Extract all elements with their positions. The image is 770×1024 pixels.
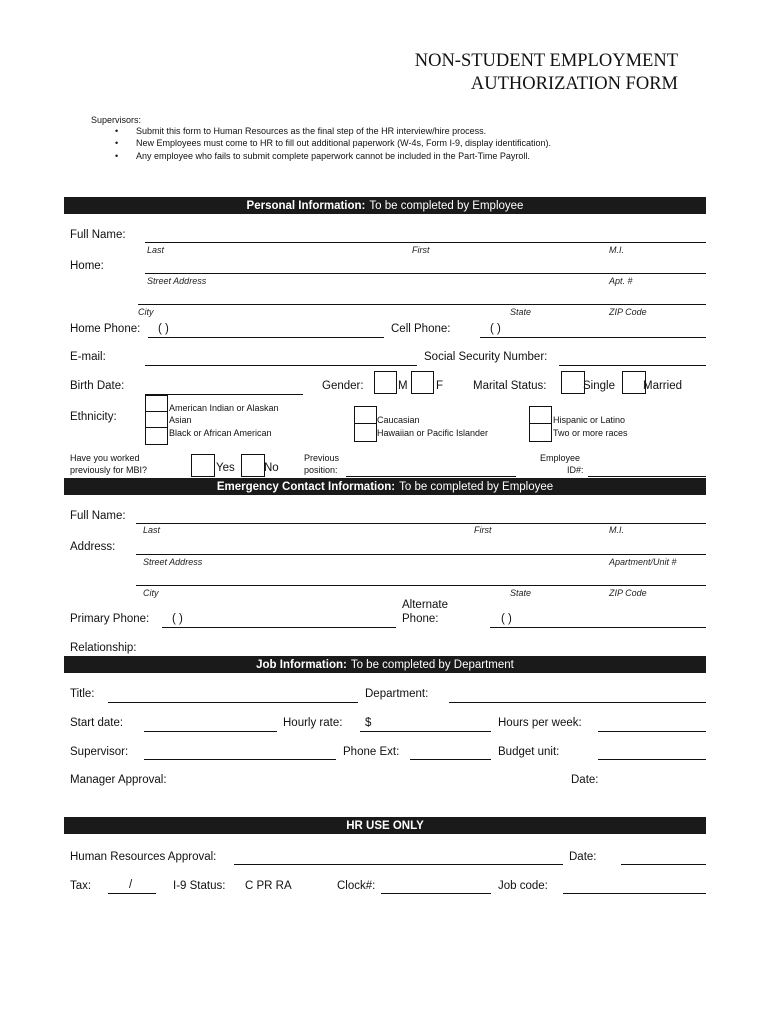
ec-street-address-field[interactable] bbox=[136, 554, 706, 555]
employee-id-field[interactable] bbox=[588, 476, 706, 477]
section-title: HR USE ONLY bbox=[346, 819, 424, 832]
email-label: E-mail: bbox=[70, 351, 106, 363]
gender-f-label: F bbox=[436, 380, 444, 392]
ethnicity-two-or-more-label: Two or more races bbox=[553, 428, 628, 438]
hours-per-week-field[interactable] bbox=[598, 731, 706, 732]
bullet-icon: • bbox=[115, 138, 119, 148]
ec-alternate-phone-paren: ( ) bbox=[501, 613, 512, 625]
gender-label: Gender: bbox=[322, 380, 364, 392]
home-label: Home: bbox=[70, 260, 104, 272]
previous-position-label-2: position: bbox=[304, 465, 338, 475]
hr-approval-label: Human Resources Approval: bbox=[70, 851, 217, 863]
employee-id-label-1: Employee bbox=[540, 453, 581, 463]
clock-number-label: Clock#: bbox=[337, 880, 376, 892]
ssn-label: Social Security Number: bbox=[424, 351, 548, 363]
ec-full-name-field[interactable] bbox=[136, 523, 706, 524]
ec-full-name-label: Full Name: bbox=[70, 510, 126, 522]
i9-status-label: I-9 Status: bbox=[173, 880, 226, 892]
hr-approval-field[interactable] bbox=[234, 864, 563, 865]
emergency-contact-header bbox=[64, 478, 706, 495]
ethnicity-caucasian-label: Caucasian bbox=[377, 415, 420, 425]
i9-status-options: C PR RA bbox=[245, 880, 292, 892]
personal-info-header bbox=[64, 197, 706, 214]
full-name-field[interactable] bbox=[145, 242, 706, 243]
start-date-label: Start date: bbox=[70, 717, 124, 729]
ec-primary-phone-label: Primary Phone: bbox=[70, 613, 150, 625]
tax-field[interactable] bbox=[108, 893, 156, 894]
job-info-header bbox=[64, 656, 706, 673]
section-note: To be completed by Employee bbox=[399, 480, 554, 493]
ec-alternate-phone-label-1: Alternate bbox=[402, 599, 449, 611]
ec-alternate-phone-field[interactable] bbox=[490, 627, 706, 628]
previous-position-field[interactable] bbox=[346, 476, 516, 477]
hourly-rate-label: Hourly rate: bbox=[283, 717, 343, 729]
ec-street-caption: Street Address bbox=[143, 557, 203, 567]
email-field[interactable] bbox=[145, 365, 417, 366]
worked-yes-label: Yes bbox=[216, 462, 235, 474]
section-note: To be completed by Department bbox=[350, 658, 514, 671]
manager-date-label: Date: bbox=[571, 774, 599, 786]
ec-relationship-label: Relationship: bbox=[70, 642, 137, 654]
start-date-field[interactable] bbox=[144, 731, 277, 732]
zip-caption: ZIP Code bbox=[609, 307, 647, 317]
department-label: Department: bbox=[365, 688, 429, 700]
hours-per-week-label: Hours per week: bbox=[498, 717, 582, 729]
cell-phone-paren: ( ) bbox=[490, 323, 501, 335]
instruction-3: Any employee who fails to submit complete paperwork cannot be included in the Part-Time Payroll. bbox=[136, 151, 530, 161]
street-address-field[interactable] bbox=[145, 273, 706, 274]
hr-date-field[interactable] bbox=[621, 864, 706, 865]
ec-address-label: Address: bbox=[70, 541, 116, 553]
ec-state-caption: State bbox=[510, 588, 532, 598]
supervisor-field[interactable] bbox=[144, 759, 336, 760]
home-phone-label: Home Phone: bbox=[70, 323, 141, 335]
single-label: Single bbox=[583, 380, 615, 392]
phone-ext-label: Phone Ext: bbox=[343, 746, 400, 758]
ec-city-caption: City bbox=[143, 588, 159, 598]
city-state-zip-field[interactable] bbox=[138, 304, 706, 305]
cell-phone-field[interactable] bbox=[480, 337, 706, 338]
previous-position-label-1: Previous bbox=[304, 453, 340, 463]
section-note: To be completed by Employee bbox=[369, 199, 524, 212]
worked-no-checkbox[interactable] bbox=[241, 454, 265, 477]
ec-alternate-phone-label-2: Phone: bbox=[402, 613, 439, 625]
worked-previously-label-1: Have you worked bbox=[70, 453, 140, 463]
gender-m-label: M bbox=[398, 380, 408, 392]
ethnicity-asian-label: Asian bbox=[169, 415, 192, 425]
clock-number-field[interactable] bbox=[381, 893, 491, 894]
bullet-icon: • bbox=[115, 126, 119, 136]
form-title-line1: NON-STUDENT EMPLOYMENT bbox=[414, 51, 678, 71]
manager-approval-label: Manager Approval: bbox=[70, 774, 167, 786]
single-checkbox[interactable] bbox=[561, 371, 585, 394]
last-caption: Last bbox=[147, 245, 165, 255]
supervisor-label: Supervisor: bbox=[70, 746, 129, 758]
street-caption: Street Address bbox=[147, 276, 207, 286]
marital-status-label: Marital Status: bbox=[473, 380, 547, 392]
first-caption: First bbox=[412, 245, 430, 255]
bullet-icon: • bbox=[115, 151, 119, 161]
dollar-sign: $ bbox=[365, 717, 372, 729]
ec-primary-phone-field[interactable] bbox=[162, 627, 396, 628]
worked-no-label: No bbox=[264, 462, 279, 474]
hr-use-only-header bbox=[64, 817, 706, 834]
birth-date-label: Birth Date: bbox=[70, 380, 125, 392]
city-caption: City bbox=[138, 307, 154, 317]
form-title-line2: AUTHORIZATION FORM bbox=[470, 74, 678, 94]
worked-yes-checkbox[interactable] bbox=[191, 454, 215, 477]
hr-date-label: Date: bbox=[569, 851, 597, 863]
budget-unit-label: Budget unit: bbox=[498, 746, 560, 758]
section-title: Personal Information: bbox=[246, 199, 366, 212]
section-title: Emergency Contact Information: bbox=[216, 480, 396, 493]
supervisors-label: Supervisors: bbox=[91, 115, 142, 125]
ec-first-caption: First bbox=[474, 525, 492, 535]
instruction-1: Submit this form to Human Resources as the final step of the HR interview/hire process. bbox=[136, 126, 487, 136]
birth-date-field[interactable] bbox=[145, 394, 303, 395]
employee-id-label-2: ID#: bbox=[567, 465, 584, 475]
ethnicity-two-or-more-checkbox[interactable] bbox=[529, 423, 552, 442]
ssn-field[interactable] bbox=[559, 365, 706, 366]
apt-caption: Apt. # bbox=[609, 276, 633, 286]
job-title-field[interactable] bbox=[108, 702, 358, 703]
ec-apt-caption: Apartment/Unit # bbox=[609, 557, 677, 567]
job-title-label: Title: bbox=[70, 688, 95, 700]
job-code-field[interactable] bbox=[563, 893, 706, 894]
home-phone-field[interactable] bbox=[148, 337, 384, 338]
budget-unit-field[interactable] bbox=[598, 759, 706, 760]
cell-phone-label: Cell Phone: bbox=[391, 323, 451, 335]
instruction-2: New Employees must come to HR to fill out additional paperwork (W-4s, Form I-9, display identification). bbox=[136, 138, 551, 148]
hourly-rate-field[interactable] bbox=[360, 731, 491, 732]
ethnicity-hawaiian-checkbox[interactable] bbox=[354, 423, 377, 442]
ec-mi-caption: M.I. bbox=[609, 525, 624, 535]
tax-slash: / bbox=[129, 879, 133, 891]
ethnicity-black-label: Black or African American bbox=[169, 428, 272, 438]
home-phone-paren: ( ) bbox=[158, 323, 169, 335]
section-title: Job Information: bbox=[256, 658, 347, 671]
married-label: Married bbox=[643, 380, 682, 392]
department-field[interactable] bbox=[449, 702, 706, 703]
ethnicity-label: Ethnicity: bbox=[70, 411, 117, 423]
full-name-label: Full Name: bbox=[70, 229, 126, 241]
ethnicity-black-checkbox[interactable] bbox=[145, 427, 168, 445]
state-caption: State bbox=[510, 307, 532, 317]
ethnicity-hispanic-label: Hispanic or Latino bbox=[553, 415, 626, 425]
ethnicity-hawaiian-label: Hawaiian or Pacific Islander bbox=[377, 428, 489, 438]
ec-last-caption: Last bbox=[143, 525, 161, 535]
ec-zip-caption: ZIP Code bbox=[609, 588, 647, 598]
ethnicity-american-indian-label: American Indian or Alaskan bbox=[169, 403, 279, 413]
phone-ext-field[interactable] bbox=[410, 759, 491, 760]
mi-caption: M.I. bbox=[609, 245, 624, 255]
worked-previously-label-2: previously for MBI? bbox=[70, 465, 148, 475]
job-code-label: Job code: bbox=[498, 880, 548, 892]
ec-primary-phone-paren: ( ) bbox=[172, 613, 183, 625]
gender-f-checkbox[interactable] bbox=[411, 371, 434, 394]
tax-label: Tax: bbox=[70, 880, 92, 892]
ec-city-state-zip-field[interactable] bbox=[136, 585, 706, 586]
gender-m-checkbox[interactable] bbox=[374, 371, 397, 394]
